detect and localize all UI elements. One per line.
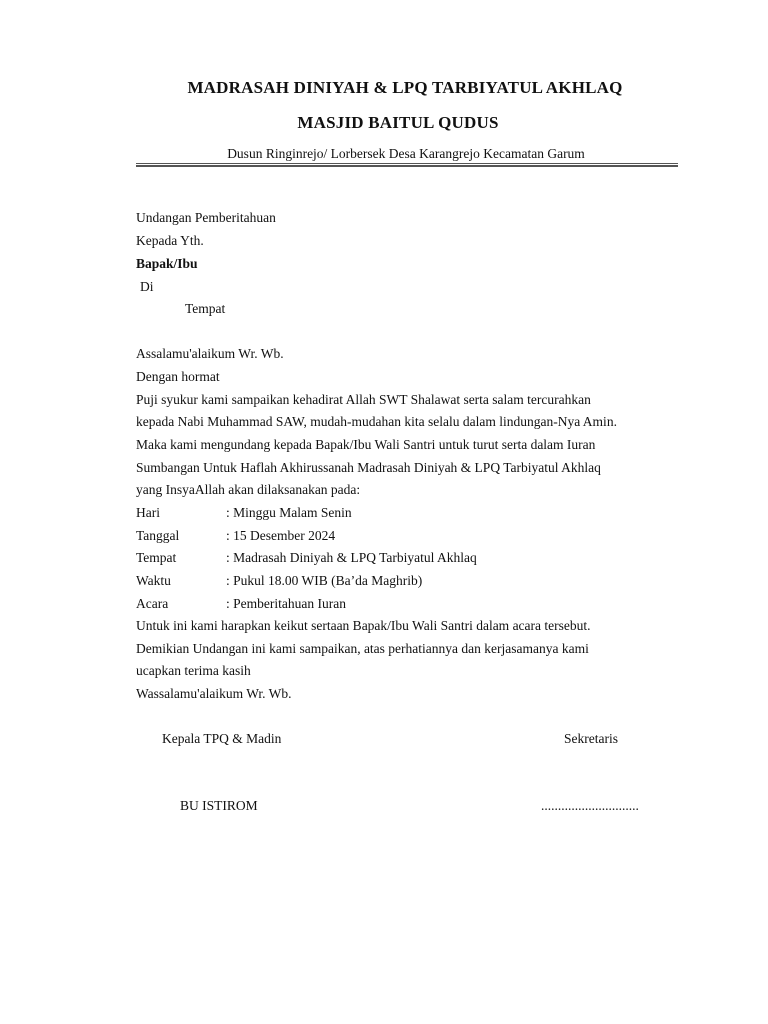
opening-hormat: Dengan hormat	[136, 369, 220, 384]
detail-value: : Pemberitahuan Iuran	[226, 596, 346, 611]
signature-right-name: .............................	[541, 798, 639, 813]
closing-line-2: Demikian Undangan ini kami sampaikan, atas perhatiannya dan kerjasamanya kami	[136, 641, 589, 656]
detail-value: : Pukul 18.00 WIB (Ba’da Maghrib)	[226, 573, 423, 588]
mosque-name: MASJID BAITUL QUDUS	[297, 113, 499, 132]
body-line-5: yang InsyaAllah akan dilaksanakan pada:	[136, 482, 361, 497]
recipient-di: Di	[140, 279, 154, 294]
detail-label: Acara	[136, 596, 169, 611]
closing-salam: Wassalamu'alaikum Wr. Wb.	[136, 686, 292, 701]
closing-line-3: ucapkan terima kasih	[136, 663, 251, 678]
body-line-1: Puji syukur kami sampaikan kehadirat Allah SWT Shalawat serta salam tercurahkan	[136, 392, 591, 407]
detail-label: Hari	[136, 505, 160, 520]
body-line-4: Sumbangan Untuk Haflah Akhirussanah Madrasah Diniyah & LPQ Tarbiyatul Akhlaq	[136, 460, 601, 475]
school-name: MADRASAH DINIYAH & LPQ TARBIYATUL AKHLAQ	[187, 78, 623, 97]
header-rule-thin	[136, 163, 678, 164]
detail-value: : Minggu Malam Senin	[226, 505, 352, 520]
header-rule-thick	[136, 165, 678, 167]
closing-line-1: Untuk ini kami harapkan keikut sertaan Bapak/Ibu Wali Santri dalam acara tersebut.	[136, 618, 591, 633]
body-line-2: kepada Nabi Muhammad SAW, mudah-mudahan kita selalu dalam lindungan-Nya Amin.	[136, 414, 617, 429]
subject: Undangan Pemberitahuan	[136, 210, 276, 225]
recipient-place: Tempat	[185, 301, 226, 316]
recipient-to: Kepada Yth.	[136, 233, 204, 248]
signature-left-name: BU ISTIROM	[180, 798, 258, 813]
recipient-name: Bapak/Ibu	[136, 256, 198, 271]
address: Dusun Ringinrejo/ Lorbersek Desa Karangrejo Kecamatan Garum	[227, 146, 585, 161]
detail-label: Waktu	[136, 573, 171, 588]
opening-salam: Assalamu'alaikum Wr. Wb.	[136, 346, 284, 361]
detail-value: : Madrasah Diniyah & LPQ Tarbiyatul Akhlaq	[226, 550, 477, 565]
detail-label: Tanggal	[136, 528, 180, 543]
detail-value: : 15 Desember 2024	[226, 528, 336, 543]
signature-left-title: Kepala TPQ & Madin	[162, 731, 282, 746]
signature-right-title: Sekretaris	[564, 731, 618, 746]
detail-label: Tempat	[136, 550, 177, 565]
body-line-3: Maka kami mengundang kepada Bapak/Ibu Wali Santri untuk turut serta dalam Iuran	[136, 437, 596, 452]
